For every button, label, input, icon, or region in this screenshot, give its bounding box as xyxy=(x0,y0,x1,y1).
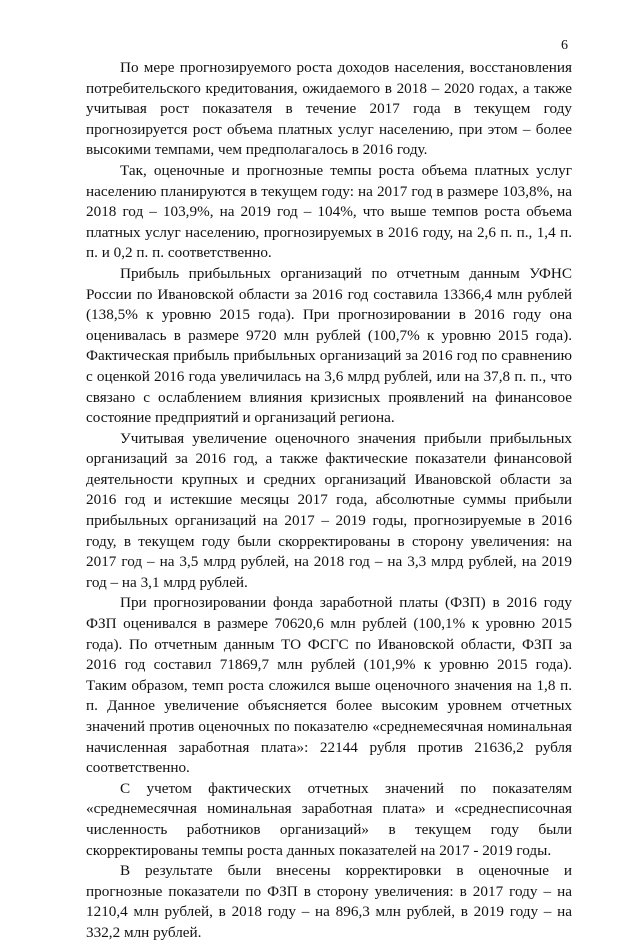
paragraph-paid-services-rates: Так, оценочные и прогнозные темпы роста объема платных услуг населению планируются в текущем году: на 2017 год в размере 103,8%, на 2018 год – 103,9%, на 2019 год – 104%, что выше темпов роста объема платных услуг населению, прогнозируемых в 2016 году, на 2,6 п. п., 1,4 п. п. и 0,2 п. п. соответственно. xyxy=(86,161,572,262)
paragraph-wage-fund-2016: При прогнозировании фонда заработной платы (ФЗП) в 2016 году ФЗП оценивался в размере 70620,6 млн рублей (100,1% к уровню 2015 года). По отчетным данным ТО ФСГС по Ивановской области, ФЗП за 2016 год составил 71869,7 млн рублей (101,9% к уровню 2015 года). Таким образом, темп роста сложился выше оценочного значения на 1,8 п. п. Данное увеличение объясняется более высоким уровнем отчетных значений против оценочных по показателю «среднемесячная номинальная начисленная заработная плата»: 22144 рубля против 21636,2 рубля соответственно. xyxy=(86,594,572,777)
paragraph-wage-fund-adjustment: В результате были внесены корректировки в оценочные и прогнозные показатели по ФЗП в сторону увеличения: в 2017 году – на 1210,4 млн рублей, в 2018 году – на 896,3 млн рублей, в 2019 году – на 332,2 млн рублей. xyxy=(86,862,572,941)
paragraph-profit-2016: Прибыль прибыльных организаций по отчетным данным УФНС России по Ивановской области за 2016 год составила 13366,4 млн рублей (138,5% к уровню 2015 года). При прогнозировании в 2016 году она оценивалась в размере 9720 млн рублей (100,7% к уровню 2015 года). Фактическая прибыль прибыльных организаций за 2016 год по сравнению с оценкой 2016 года увеличилась на 3,6 млрд рублей, или на 37,8 п. п., что связано с ослаблением влияния кризисных проявлений на финансовое состояние предприятий и организаций региона. xyxy=(86,264,572,427)
page-number: 6 xyxy=(561,38,568,53)
paragraph-paid-services-forecast: По мере прогнозируемого роста доходов населения, восстановления потребительского кредитования, ожидаемого в 2018 – 2020 годах, а также учитывая рост показателя в течение 2017 года в текущем году прогнозируется рост объема платных услуг населению, при этом – более высокими темпами, чем предполагалось в 2016 году. xyxy=(86,59,572,159)
paragraph-wage-indicators: С учетом фактических отчетных значений по показателям «среднемесячная номинальная заработная плата» и «среднесписочная численность работников организаций» в текущем году были скорректированы темпы роста данных показателей на 2017 - 2019 годы. xyxy=(86,779,572,859)
document-body xyxy=(86,58,572,944)
paragraph-profit-adjustment: Учитывая увеличение оценочного значения прибыли прибыльных организаций за 2016 год, а также фактические показатели финансовой деятельности крупных и средних организаций Ивановской области за 2016 год и истекшие месяцы 2017 года, абсолютные суммы прибыли прибыльных организаций на 2017 – 2019 годы, прогнозируемые в 2016 году, в текущем году были скорректированы в сторону увеличения: на 2017 год – на 3,5 млрд рублей, на 2018 год – на 3,3 млрд рублей, на 2019 год – на 3,1 млрд рублей. xyxy=(86,429,572,591)
